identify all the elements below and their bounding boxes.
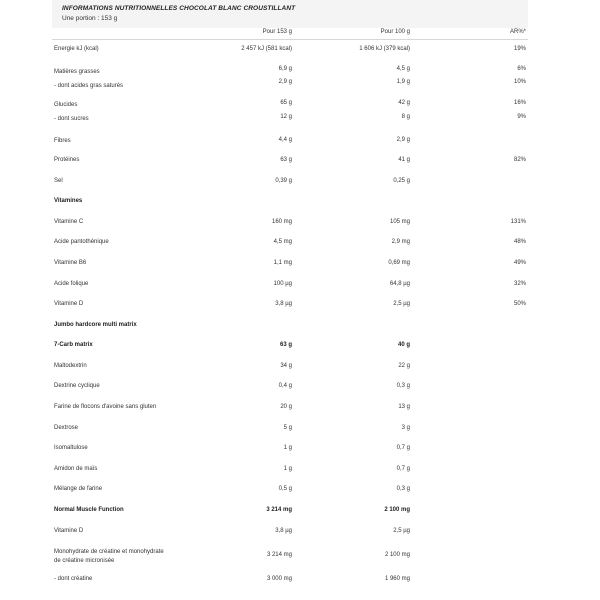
column-header-per-portion: Pour 153 g [262, 29, 292, 35]
row-value-100g: 0,7 g [396, 466, 410, 472]
row-value-portion: 1,1 mg [273, 260, 292, 266]
row-label: Farine de flocons d'avoine sans gluten [54, 404, 157, 410]
row-value-100g: 42 g [398, 100, 410, 106]
row-value-portion: 63 g [279, 342, 292, 348]
row-value-100g: 0,69 mg [388, 260, 410, 266]
row-value-100g: 0,3 g [396, 486, 410, 492]
row-label: Glucides [54, 102, 78, 108]
row-value-portion: 3,8 µg [275, 301, 292, 307]
table-row [52, 239, 528, 253]
row-label: Energie kJ (kcal) [54, 46, 99, 52]
row-value-ar: 9% [517, 114, 526, 120]
row-value-portion: 0,4 g [278, 383, 292, 389]
row-value-100g: 0,25 g [393, 178, 410, 184]
table-row [52, 260, 528, 274]
table-row [52, 301, 528, 315]
section-header [52, 322, 528, 336]
row-value-100g: 1 606 kJ (379 kcal) [359, 46, 410, 52]
row-value-portion: 3,8 µg [275, 528, 292, 534]
table-row [52, 178, 528, 192]
table-row [52, 137, 528, 151]
row-value-portion: 20 g [280, 404, 292, 410]
row-label: Matières grasses [54, 69, 100, 75]
row-value-portion: 1 g [283, 466, 292, 472]
column-header-ar: AR%* [509, 29, 526, 35]
table-row [52, 219, 528, 233]
row-value-100g: 0,7 g [396, 445, 410, 451]
table-title: INFORMATIONS NUTRITIONNELLES CHOCOLAT BLANC CROUSTILLANT [62, 5, 296, 12]
table-row [52, 466, 528, 480]
row-label: Vitamine D [54, 528, 84, 534]
row-value-ar: 10% [513, 79, 526, 85]
table-row [52, 66, 528, 80]
table-row [52, 528, 528, 542]
table-row [52, 114, 528, 128]
table-row [52, 342, 528, 356]
row-value-100g: 0,3 g [396, 383, 410, 389]
row-label: - dont sucres [54, 116, 89, 122]
row-label-line2: de créatine micronisée [54, 558, 115, 564]
row-value-portion: 2,9 g [278, 79, 292, 85]
row-label: Normal Muscle Function [54, 507, 124, 513]
row-value-portion: 5 g [283, 425, 292, 431]
row-value-portion: 4,4 g [278, 137, 292, 143]
section-label: Jumbo hardcore multi matrix [54, 322, 137, 328]
row-value-portion: 65 g [280, 100, 292, 106]
row-value-100g: 22 g [398, 363, 410, 369]
row-value-100g: 8 g [401, 114, 410, 120]
row-label: Sel [54, 178, 63, 184]
row-value-100g: 2,9 g [396, 137, 410, 143]
table-row [52, 548, 528, 568]
row-label: Isomaltulose [54, 445, 88, 451]
row-value-100g: 1 960 mg [384, 576, 410, 582]
row-value-portion: 63 g [280, 157, 292, 163]
row-label: Vitamine C [54, 219, 84, 225]
row-value-100g: 41 g [398, 157, 410, 163]
row-value-ar: 6% [517, 66, 526, 72]
row-label: Dextrose [54, 425, 79, 431]
table-row [52, 404, 528, 418]
section-header [52, 198, 528, 212]
row-value-ar: 82% [513, 157, 526, 163]
row-value-100g: 40 g [397, 342, 410, 348]
row-value-portion: 6,9 g [278, 66, 292, 72]
row-value-ar: 19% [513, 46, 526, 52]
row-value-portion: 3 000 mg [266, 576, 292, 582]
section-label: Vitamines [54, 198, 83, 204]
row-value-ar: 16% [513, 100, 526, 106]
row-label: Amidon de maïs [54, 466, 98, 472]
row-value-portion: 2 457 kJ (581 kcal) [241, 46, 292, 52]
portion-size: Une portion : 153 g [62, 15, 118, 22]
row-label: Vitamine D [54, 301, 84, 307]
table-row [52, 79, 528, 93]
row-value-100g: 4,5 g [396, 66, 410, 72]
row-value-portion: 0,5 g [278, 486, 292, 492]
table-row [52, 507, 528, 521]
nutrition-table [52, 0, 528, 600]
row-value-100g: 64,8 µg [389, 281, 410, 287]
row-label: Vitamine B6 [54, 260, 87, 266]
row-label-line1: Monohydrate de créatine et monohydrate [54, 549, 164, 555]
table-row [52, 46, 528, 60]
row-label: - dont acides gras saturés [54, 83, 124, 89]
table-row [52, 281, 528, 295]
table-row [52, 576, 528, 590]
table-row [52, 157, 528, 171]
row-label: Protéines [54, 157, 80, 163]
row-value-100g: 2,5 µg [393, 528, 410, 534]
row-value-portion: 3 214 mg [266, 507, 292, 513]
row-value-portion: 100 µg [273, 281, 292, 287]
divider [52, 39, 528, 40]
row-value-portion: 4,5 mg [273, 239, 292, 245]
row-value-ar: 131% [510, 219, 526, 225]
row-value-100g: 1,9 g [396, 79, 410, 85]
row-value-100g: 2,5 µg [393, 301, 410, 307]
row-label: Acide pantothénique [54, 239, 109, 245]
row-value-100g: 2 100 mg [384, 507, 410, 513]
row-value-100g: 2 100 mg [384, 552, 410, 558]
table-row [52, 363, 528, 377]
row-label: 7-Carb matrix [54, 342, 93, 348]
row-value-portion: 34 g [280, 363, 292, 369]
row-value-100g: 3 g [401, 425, 410, 431]
row-value-100g: 13 g [398, 404, 410, 410]
row-value-100g: 2,9 mg [391, 239, 410, 245]
table-header [52, 0, 528, 28]
row-label: - dont créatine [54, 576, 93, 582]
row-value-portion: 3 214 mg [266, 552, 292, 558]
row-value-ar: 50% [513, 301, 526, 307]
row-value-portion: 12 g [280, 114, 292, 120]
row-value-portion: 160 mg [271, 219, 292, 225]
column-header-per-100g: Pour 100 g [380, 29, 410, 35]
row-value-ar: 32% [513, 281, 526, 287]
row-label: Acide folique [54, 281, 89, 287]
row-label: Mélange de farine [54, 486, 103, 492]
table-row [52, 383, 528, 397]
row-value-100g: 105 mg [389, 219, 410, 225]
table-row [52, 445, 528, 459]
row-label: Fibres [54, 138, 71, 144]
table-row [52, 100, 528, 114]
table-row [52, 425, 528, 439]
row-label: Dextrine cyclique [54, 383, 100, 389]
row-value-portion: 1 g [283, 445, 292, 451]
table-row [52, 486, 528, 500]
row-value-ar: 48% [513, 239, 526, 245]
row-value-ar: 49% [513, 260, 526, 266]
row-value-portion: 0,39 g [275, 178, 292, 184]
row-label: Maltodextrin [54, 363, 87, 369]
